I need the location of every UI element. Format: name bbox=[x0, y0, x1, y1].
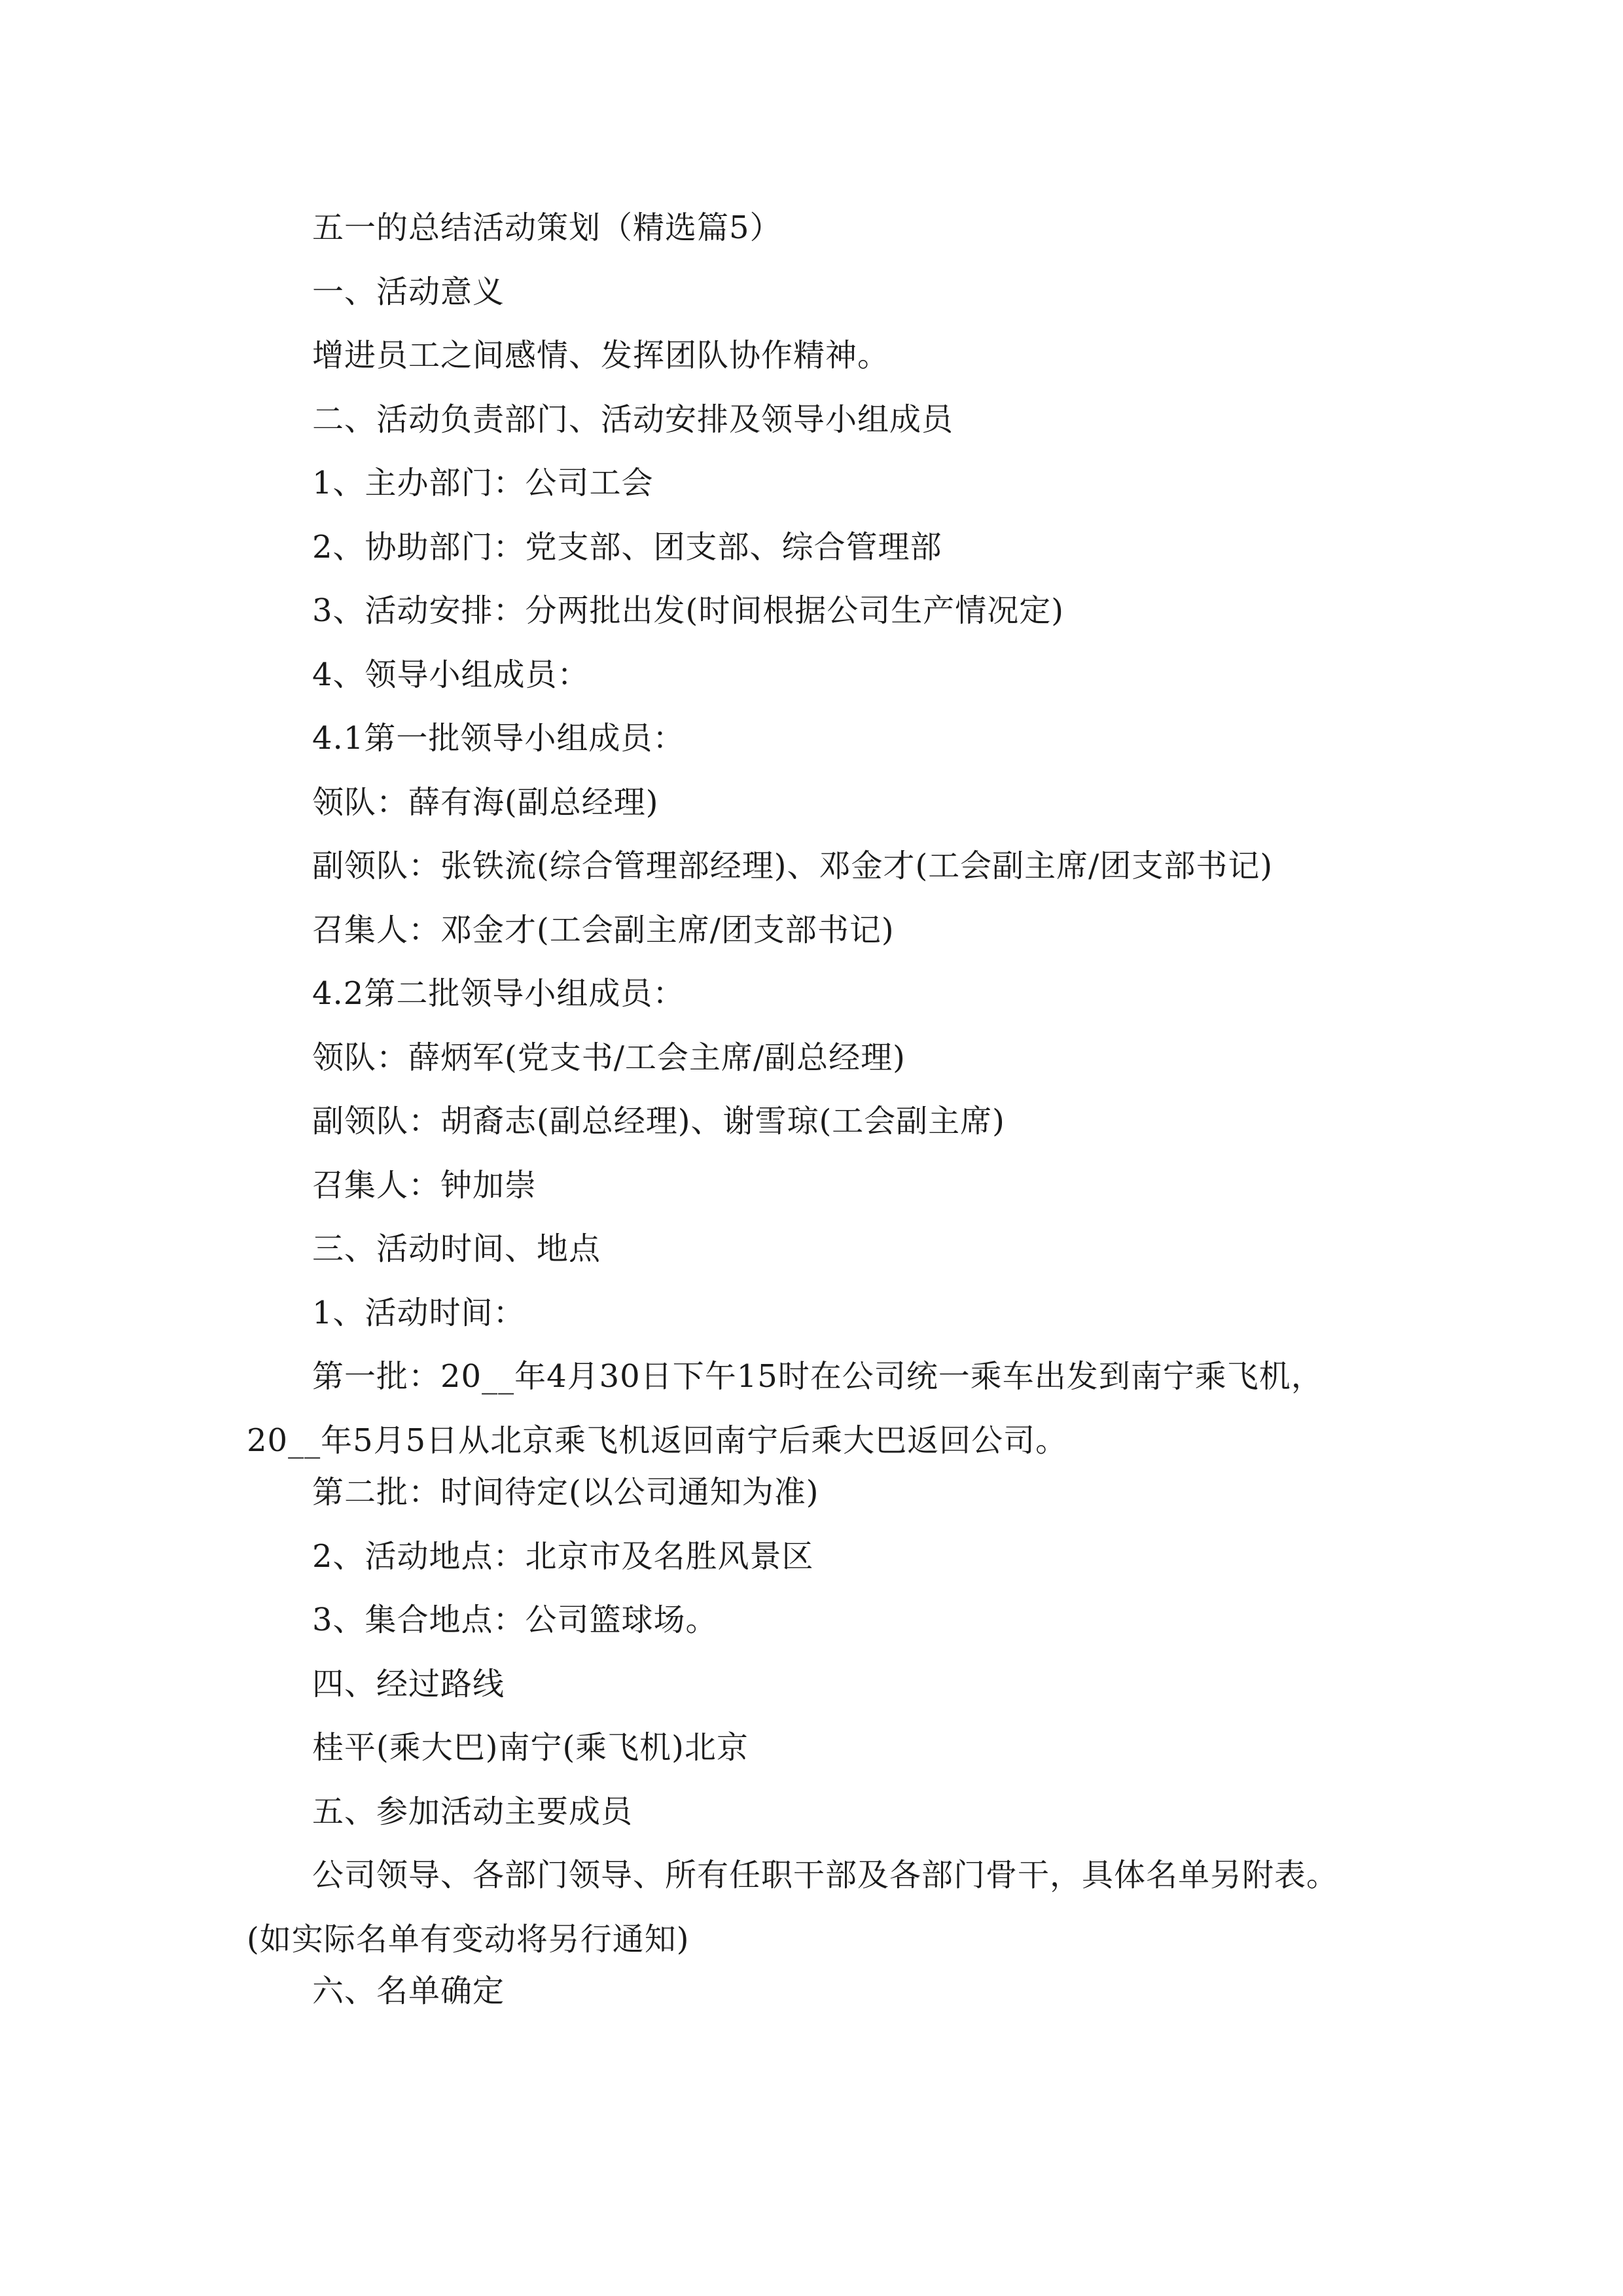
document-body bbox=[247, 208, 1376, 2036]
text-line: 召集人：邓金才(工会副主席/团支部书记) bbox=[312, 911, 895, 948]
text-line: 副领队：胡裔志(副总经理)、谢雪琼(工会副主席) bbox=[312, 1103, 1005, 1139]
text-line: 3、集合地点：公司篮球场。 bbox=[312, 1602, 718, 1638]
text-line: 2、活动地点：北京市及名胜风景区 bbox=[312, 1537, 814, 1575]
text-line: 4、领导小组成员： bbox=[312, 656, 590, 693]
section-heading: 三、活动时间、地点 bbox=[312, 1230, 601, 1267]
section-heading: 二、活动负责部门、活动安排及领导小组成员 bbox=[312, 401, 954, 438]
text-line: 3、活动安排：分两批出发(时间根据公司生产情况定) bbox=[312, 592, 1064, 629]
text-line: 1、活动时间： bbox=[312, 1294, 526, 1331]
section-heading: 五、参加活动主要成员 bbox=[312, 1793, 633, 1830]
text-line: 领队：薛有海(副总经理) bbox=[312, 783, 659, 821]
text-line: 领队：薛炳军(党支书/工会主席/副总经理) bbox=[312, 1039, 906, 1076]
text-line: 1、主办部门：公司工会 bbox=[312, 465, 654, 501]
text-line: 第二批：时间待定(以公司通知为准) bbox=[312, 1474, 819, 1511]
paragraph-members: 公司领导、各部门领导、所有任职干部及各部门骨干，具体名单另附表。(如实际名单有变动将另行通知) bbox=[247, 1857, 1339, 1958]
section-heading: 四、经过路线 bbox=[312, 1665, 505, 1702]
text-line: 桂平(乘大巴)南宁(乘飞机)北京 bbox=[312, 1729, 749, 1766]
text-line: 2、协助部门：党支部、团支部、综合管理部 bbox=[312, 528, 942, 565]
text-line: 增进员工之间感情、发挥团队协作精神。 bbox=[312, 337, 890, 374]
document-title: 五一的总结活动策划（精选篇5） bbox=[312, 209, 782, 246]
text-line: 召集人：钟加崇 bbox=[312, 1166, 537, 1204]
paragraph-first-batch: 第一批：20__年4月30日下午15时在公司统一乘车出发到南宁乘飞机，20__年5月5日从北京乘飞机返回南宁后乘大巴返回公司。 bbox=[247, 1358, 1323, 1459]
text-line: 4.1第一批领导小组成员： bbox=[312, 720, 685, 757]
text-line: 4.2第二批领导小组成员： bbox=[312, 975, 685, 1012]
section-heading: 六、名单确定 bbox=[312, 1973, 505, 2009]
text-line: 副领队：张铁流(综合管理部经理)、邓金才(工会副主席/团支部书记) bbox=[312, 848, 1274, 884]
section-heading: 一、活动意义 bbox=[312, 273, 505, 310]
